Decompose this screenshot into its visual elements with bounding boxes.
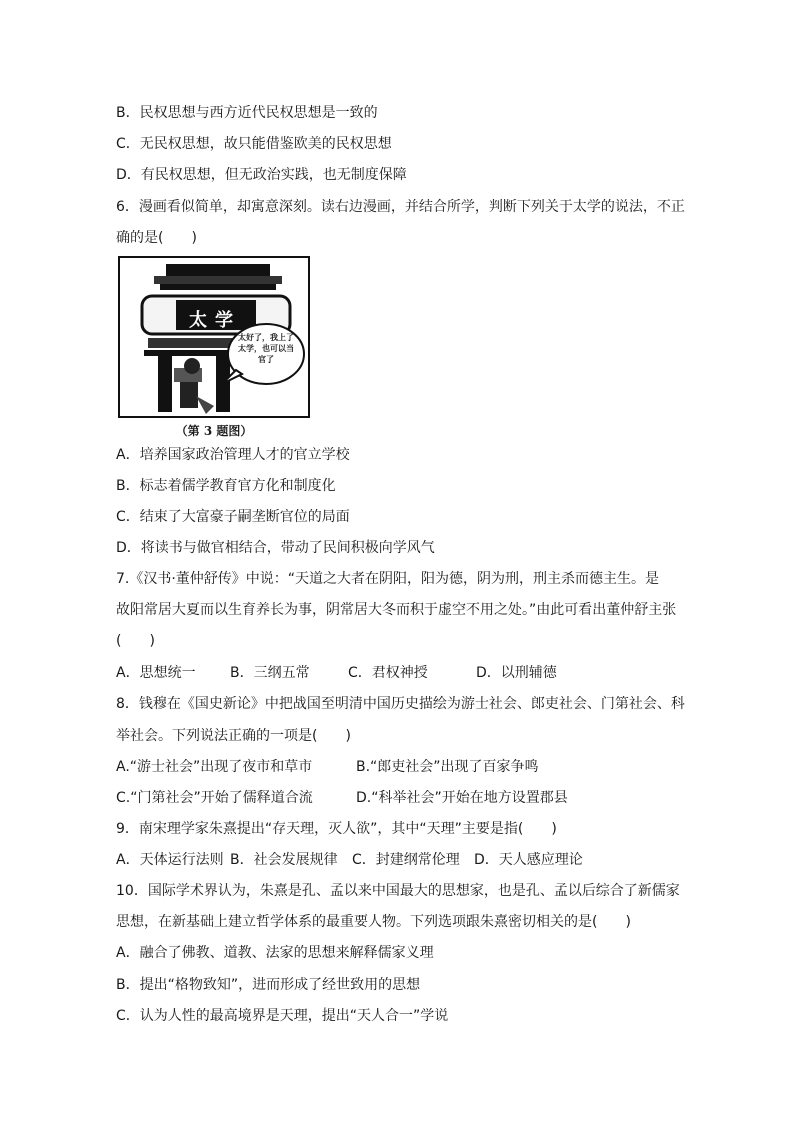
q8-option-d: D.“科举社会”开始在地方设置郡县 <box>356 790 568 806</box>
q5-option-d: D．有民权思想，但无政治实践，也无制度保障 <box>116 167 407 183</box>
taixue-cartoon <box>118 256 310 442</box>
q10-option-b: B．提出“格物致知”，进而形成了经世致用的思想 <box>116 977 421 993</box>
q7-option-b: B．三纲五常 <box>230 665 310 681</box>
q10-stem-line1: 10．国际学术界认为，朱熹是孔、孟以来中国最大的思想家，也是孔、孟以后综合了新儒家 <box>116 883 680 899</box>
q8-option-a: A.“游士社会”出现了夜市和草市 <box>116 759 313 775</box>
q9-option-c: C．封建纲常伦理 <box>352 852 460 868</box>
cartoon-plaque-text: 太学 <box>189 310 241 331</box>
cartoon-speech-text: 太好了，我上了太学，也可以当官了 <box>238 333 294 364</box>
q9-option-b: B．社会发展规律 <box>230 852 338 868</box>
q6-option-d: D．将读书与做官相结合，带动了民间积极向学风气 <box>116 540 435 556</box>
q10-option-a: A．融合了佛教、道教、法家的思想来解释儒家义理 <box>116 945 434 961</box>
q7-option-a: A．思想统一 <box>116 665 196 681</box>
q7-stem-line3: ( ) <box>116 633 155 649</box>
q8-stem-line1: 8．钱穆在《国史新论》中把战国至明清中国历史描绘为游士社会、郎吏社会、门第社会、科 <box>116 696 685 712</box>
q9-option-a: A．天体运行法则 <box>116 852 224 868</box>
q10-stem-line2: 思想，在新基础上建立哲学体系的最重要人物。下列选项跟朱熹密切相关的是( ) <box>116 914 631 930</box>
q9-option-d: D．天人感应理论 <box>474 852 583 868</box>
q6-stem-line1: 6．漫画看似简单，却寓意深刻。读右边漫画，并结合所学，判断下列关于太学的说法，不正 <box>116 199 685 215</box>
q6-option-c: C．结束了大富豪子嗣垄断官位的局面 <box>116 509 350 525</box>
q8-stem-line2: 举社会。下列说法正确的一项是( ) <box>116 728 351 744</box>
q7-option-d: D．以刑辅德 <box>476 665 557 681</box>
q6-option-a: A．培养国家政治管理人才的官立学校 <box>116 447 350 463</box>
q6-option-b: B．标志着儒学教育官方化和制度化 <box>116 478 336 494</box>
q8-option-b: B.“郎吏社会”出现了百家争鸣 <box>356 759 539 775</box>
q7-stem-line2: 故阳常居大夏而以生育养长为事，阴常居大冬而积于虚空不用之处。”由此可看出董仲舒主张 <box>116 602 677 618</box>
q10-option-c: C．认为人性的最高境界是天理，提出“天人合一”学说 <box>116 1008 449 1024</box>
q9-stem: 9．南宋理学家朱熹提出“存天理，灭人欲”，其中“天理”主要是指( ) <box>116 821 557 837</box>
q5-option-c: C．无民权思想，故只能借鉴欧美的民权思想 <box>116 136 392 152</box>
q5-option-b: B．民权思想与西方近代民权思想是一致的 <box>116 105 378 121</box>
q7-option-c: C．君权神授 <box>348 665 428 681</box>
cartoon-caption: （第 3 题图） <box>175 424 253 438</box>
q6-stem-line2: 确的是( ) <box>116 230 197 246</box>
q8-option-c: C.“门第社会”开始了儒释道合流 <box>116 790 313 806</box>
q7-stem-line1: 7.《汉书·董仲舒传》中说：“天道之大者在阴阳，阳为德，阴为刑，刑主杀而德主生。是 <box>116 571 660 587</box>
